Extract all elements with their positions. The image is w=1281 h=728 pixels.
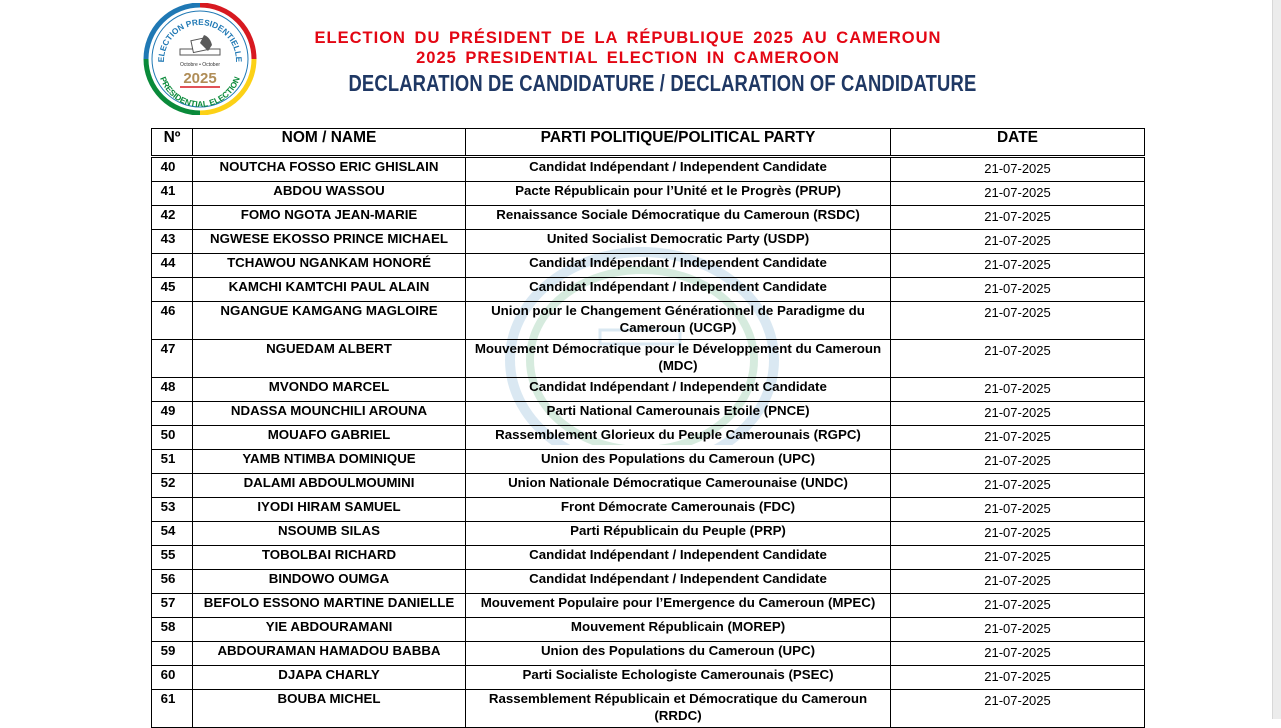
table-row xyxy=(152,378,1145,402)
election-logo xyxy=(142,3,258,115)
cell-date: 21-07-2025 xyxy=(891,302,1145,340)
cell-party: Rassemblement Républicain et Démocratique du Cameroun (RRDC) xyxy=(466,690,891,728)
cell-name: BEFOLO ESSONO MARTINE DANIELLE xyxy=(193,594,466,618)
cell-party: Mouvement Républicain (MOREP) xyxy=(466,618,891,642)
header-name: NOM / NAME xyxy=(193,129,466,157)
header-titles xyxy=(270,28,986,98)
cell-number: 61 xyxy=(152,690,193,728)
table-row xyxy=(152,474,1145,498)
cell-number: 56 xyxy=(152,570,193,594)
cell-name: NGANGUE KAMGANG MAGLOIRE xyxy=(193,302,466,340)
header-party: PARTI POLITIQUE/POLITICAL PARTY xyxy=(466,129,891,157)
cell-name: NGUEDAM ALBERT xyxy=(193,340,466,378)
cell-number: 50 xyxy=(152,426,193,450)
cell-party: Union Nationale Démocratique Camerounaise (UNDC) xyxy=(466,474,891,498)
cell-number: 55 xyxy=(152,546,193,570)
table-row xyxy=(152,278,1145,302)
cell-name: NSOUMB SILAS xyxy=(193,522,466,546)
cell-name: BOUBA MICHEL xyxy=(193,690,466,728)
table-row xyxy=(152,450,1145,474)
cell-number: 42 xyxy=(152,206,193,230)
cell-number: 54 xyxy=(152,522,193,546)
cell-party: Candidat Indépendant / Independent Candidate xyxy=(466,570,891,594)
table-header-row xyxy=(152,129,1145,157)
cell-number: 58 xyxy=(152,618,193,642)
cell-date: 21-07-2025 xyxy=(891,522,1145,546)
cell-party: Mouvement Populaire pour l’Emergence du Cameroun (MPEC) xyxy=(466,594,891,618)
cell-date: 21-07-2025 xyxy=(891,642,1145,666)
cell-party: Mouvement Démocratique pour le Développement du Cameroun (MDC) xyxy=(466,340,891,378)
table-row xyxy=(152,546,1145,570)
cell-party: Front Démocrate Camerounais (FDC) xyxy=(466,498,891,522)
cell-party: Candidat Indépendant / Independent Candidate xyxy=(466,378,891,402)
cell-name: KAMCHI KAMTCHI PAUL ALAIN xyxy=(193,278,466,302)
table-row xyxy=(152,498,1145,522)
cell-name: ABDOURAMAN HAMADOU BABBA xyxy=(193,642,466,666)
cell-date: 21-07-2025 xyxy=(891,254,1145,278)
cell-date: 21-07-2025 xyxy=(891,690,1145,728)
table-row xyxy=(152,254,1145,278)
cell-number: 48 xyxy=(152,378,193,402)
cell-number: 51 xyxy=(152,450,193,474)
cell-name: IYODI HIRAM SAMUEL xyxy=(193,498,466,522)
cell-date: 21-07-2025 xyxy=(891,666,1145,690)
vertical-scrollbar[interactable] xyxy=(1272,0,1281,719)
cell-number: 59 xyxy=(152,642,193,666)
cell-name: YIE ABDOURAMANI xyxy=(193,618,466,642)
table-body xyxy=(152,157,1145,728)
cell-date: 21-07-2025 xyxy=(891,474,1145,498)
cell-name: ABDOU WASSOU xyxy=(193,182,466,206)
cell-date: 21-07-2025 xyxy=(891,157,1145,182)
cell-number: 45 xyxy=(152,278,193,302)
logo-top-text: ELECTION PRESIDENTIELLE xyxy=(155,16,245,63)
cell-number: 52 xyxy=(152,474,193,498)
title-french: ELECTION DU PRÉSIDENT DE LA RÉPUBLIQUE 2025 AU CAMEROUN xyxy=(314,29,942,47)
table-row xyxy=(152,182,1145,206)
cell-party: Union des Populations du Cameroun (UPC) xyxy=(466,642,891,666)
cell-party: Candidat Indépendant / Independent Candidate xyxy=(466,254,891,278)
cell-name: TOBOLBAI RICHARD xyxy=(193,546,466,570)
cell-name: NOUTCHA FOSSO ERIC GHISLAIN xyxy=(193,157,466,182)
table-row xyxy=(152,594,1145,618)
cell-party: Candidat Indépendant / Independent Candidate xyxy=(466,278,891,302)
table-row xyxy=(152,206,1145,230)
cell-date: 21-07-2025 xyxy=(891,402,1145,426)
cell-party: United Socialist Democratic Party (USDP) xyxy=(466,230,891,254)
candidates-table xyxy=(151,128,1145,728)
table-row xyxy=(152,426,1145,450)
cell-name: NGWESE EKOSSO PRINCE MICHAEL xyxy=(193,230,466,254)
cell-name: DJAPA CHARLY xyxy=(193,666,466,690)
cell-date: 21-07-2025 xyxy=(891,182,1145,206)
table-row xyxy=(152,230,1145,254)
subtitle: DECLARATION DE CANDIDATURE / DECLARATION OF CANDIDATURE xyxy=(348,70,977,96)
table-row xyxy=(152,570,1145,594)
cell-name: TCHAWOU NGANKAM HONORÉ xyxy=(193,254,466,278)
table-row xyxy=(152,618,1145,642)
cell-number: 44 xyxy=(152,254,193,278)
cell-party: Rassemblement Glorieux du Peuple Camerounais (RGPC) xyxy=(466,426,891,450)
cell-date: 21-07-2025 xyxy=(891,498,1145,522)
cell-number: 46 xyxy=(152,302,193,340)
cell-party: Candidat Indépendant / Independent Candidate xyxy=(466,157,891,182)
cell-name: MVONDO MARCEL xyxy=(193,378,466,402)
table-row xyxy=(152,157,1145,182)
cell-party: Union des Populations du Cameroun (UPC) xyxy=(466,450,891,474)
logo-month: Octobre • October xyxy=(179,62,221,68)
cell-date: 21-07-2025 xyxy=(891,546,1145,570)
cell-name: DALAMI ABDOULMOUMINI xyxy=(193,474,466,498)
cell-party: Parti Socialiste Echologiste Camerounais (PSEC) xyxy=(466,666,891,690)
table-row xyxy=(152,666,1145,690)
cell-date: 21-07-2025 xyxy=(891,594,1145,618)
header-no: Nº xyxy=(152,129,193,157)
cell-date: 21-07-2025 xyxy=(891,426,1145,450)
cell-party: Pacte Républicain pour l’Unité et le Progrès (PRUP) xyxy=(466,182,891,206)
cell-party: Parti National Camerounais Etoile (PNCE) xyxy=(466,402,891,426)
cell-date: 21-07-2025 xyxy=(891,278,1145,302)
title-english: 2025 PRESIDENTIAL ELECTION IN CAMEROON xyxy=(416,49,840,67)
cell-name: MOUAFO GABRIEL xyxy=(193,426,466,450)
cell-number: 41 xyxy=(152,182,193,206)
table-row xyxy=(152,402,1145,426)
cell-name: YAMB NTIMBA DOMINIQUE xyxy=(193,450,466,474)
header-date: DATE xyxy=(891,129,1145,157)
cell-number: 60 xyxy=(152,666,193,690)
cell-name: FOMO NGOTA JEAN-MARIE xyxy=(193,206,466,230)
cell-party: Candidat Indépendant / Independent Candidate xyxy=(466,546,891,570)
cell-number: 57 xyxy=(152,594,193,618)
cell-number: 49 xyxy=(152,402,193,426)
cell-name: NDASSA MOUNCHILI AROUNA xyxy=(193,402,466,426)
cell-date: 21-07-2025 xyxy=(891,340,1145,378)
cell-party: Parti Républicain du Peuple (PRP) xyxy=(466,522,891,546)
table-row xyxy=(152,302,1145,340)
cell-number: 40 xyxy=(152,157,193,182)
cell-date: 21-07-2025 xyxy=(891,450,1145,474)
cell-date: 21-07-2025 xyxy=(891,206,1145,230)
cell-party: Union pour le Changement Générationnel de Paradigme du Cameroun (UCGP) xyxy=(466,302,891,340)
cell-number: 47 xyxy=(152,340,193,378)
cell-number: 43 xyxy=(152,230,193,254)
table-row xyxy=(152,340,1145,378)
cell-party: Renaissance Sociale Démocratique du Cameroun (RSDC) xyxy=(466,206,891,230)
cell-date: 21-07-2025 xyxy=(891,230,1145,254)
table-row xyxy=(152,690,1145,728)
cell-number: 53 xyxy=(152,498,193,522)
cell-date: 21-07-2025 xyxy=(891,618,1145,642)
table-row xyxy=(152,642,1145,666)
cell-date: 21-07-2025 xyxy=(891,570,1145,594)
logo-year: 2025 xyxy=(183,70,217,87)
cell-date: 21-07-2025 xyxy=(891,378,1145,402)
table-row xyxy=(152,522,1145,546)
cell-name: BINDOWO OUMGA xyxy=(193,570,466,594)
logo-bottom-text: PRESIDENTIAL ELECTION xyxy=(158,75,242,110)
